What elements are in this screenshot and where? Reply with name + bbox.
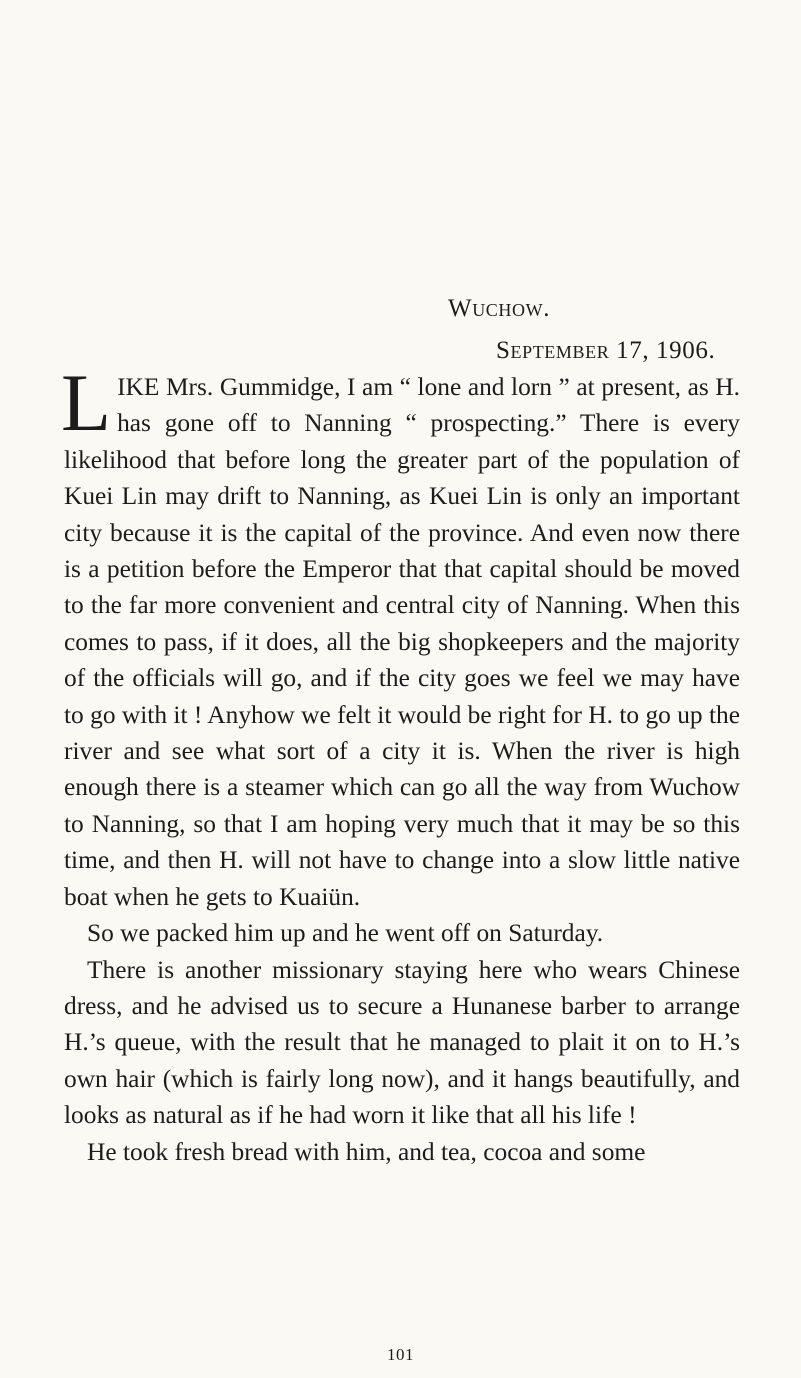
paragraph-1 xyxy=(61,357,740,915)
paragraph-1-text: IKE Mrs. Gummidge, I am “ lone and lorn ” at present, as H. has gone off to Nanning “ prospecting.” There is every likelihood that before long the greater part of the population of Kuei Lin may drift to Nanning, as Kuei Lin is only an important city because it is the capital of the province. And even now there is a petition before the Emperor that that capital should be moved to the far more convenient and central city of Nanning. When this comes to pass, if it does, all the big shopkeepers and the majority of the officials will go, and if the city goes we feel we may have to go with it ! Anyhow we felt it would be right for H. to go up the river and see what sort of a city it is. When the river is high enough there is a steamer which can go all the way from Wuchow to Nanning, so that I am hoping very much that it may be so this time, and then H. will not have to change into a slow little native boat when he gets to Kuaiün. xyxy=(64,373,740,911)
heading-place: Wuchow. xyxy=(448,295,551,322)
paragraph-2: So we packed him up and he went off on Saturday. xyxy=(87,919,604,948)
page-number: 101 xyxy=(387,1345,414,1364)
body-text xyxy=(61,357,740,1170)
heading-date: September 17, 1906. xyxy=(496,337,716,364)
paragraph-4: He took fresh bread with him, and tea, cocoa and some xyxy=(87,1137,646,1166)
drop-cap: L xyxy=(61,357,112,448)
letter-heading xyxy=(448,292,715,368)
paragraph-3: There is another missionary staying here who wears Chinese dress, and he advised us to secure a Hunanese barber to arrange H.’s queue, with the result that he managed to plait it on to H.’s own hair (which is fairly long now), and it hangs beautifully, and looks as natural as if he had worn it like that all his life ! xyxy=(64,955,740,1130)
